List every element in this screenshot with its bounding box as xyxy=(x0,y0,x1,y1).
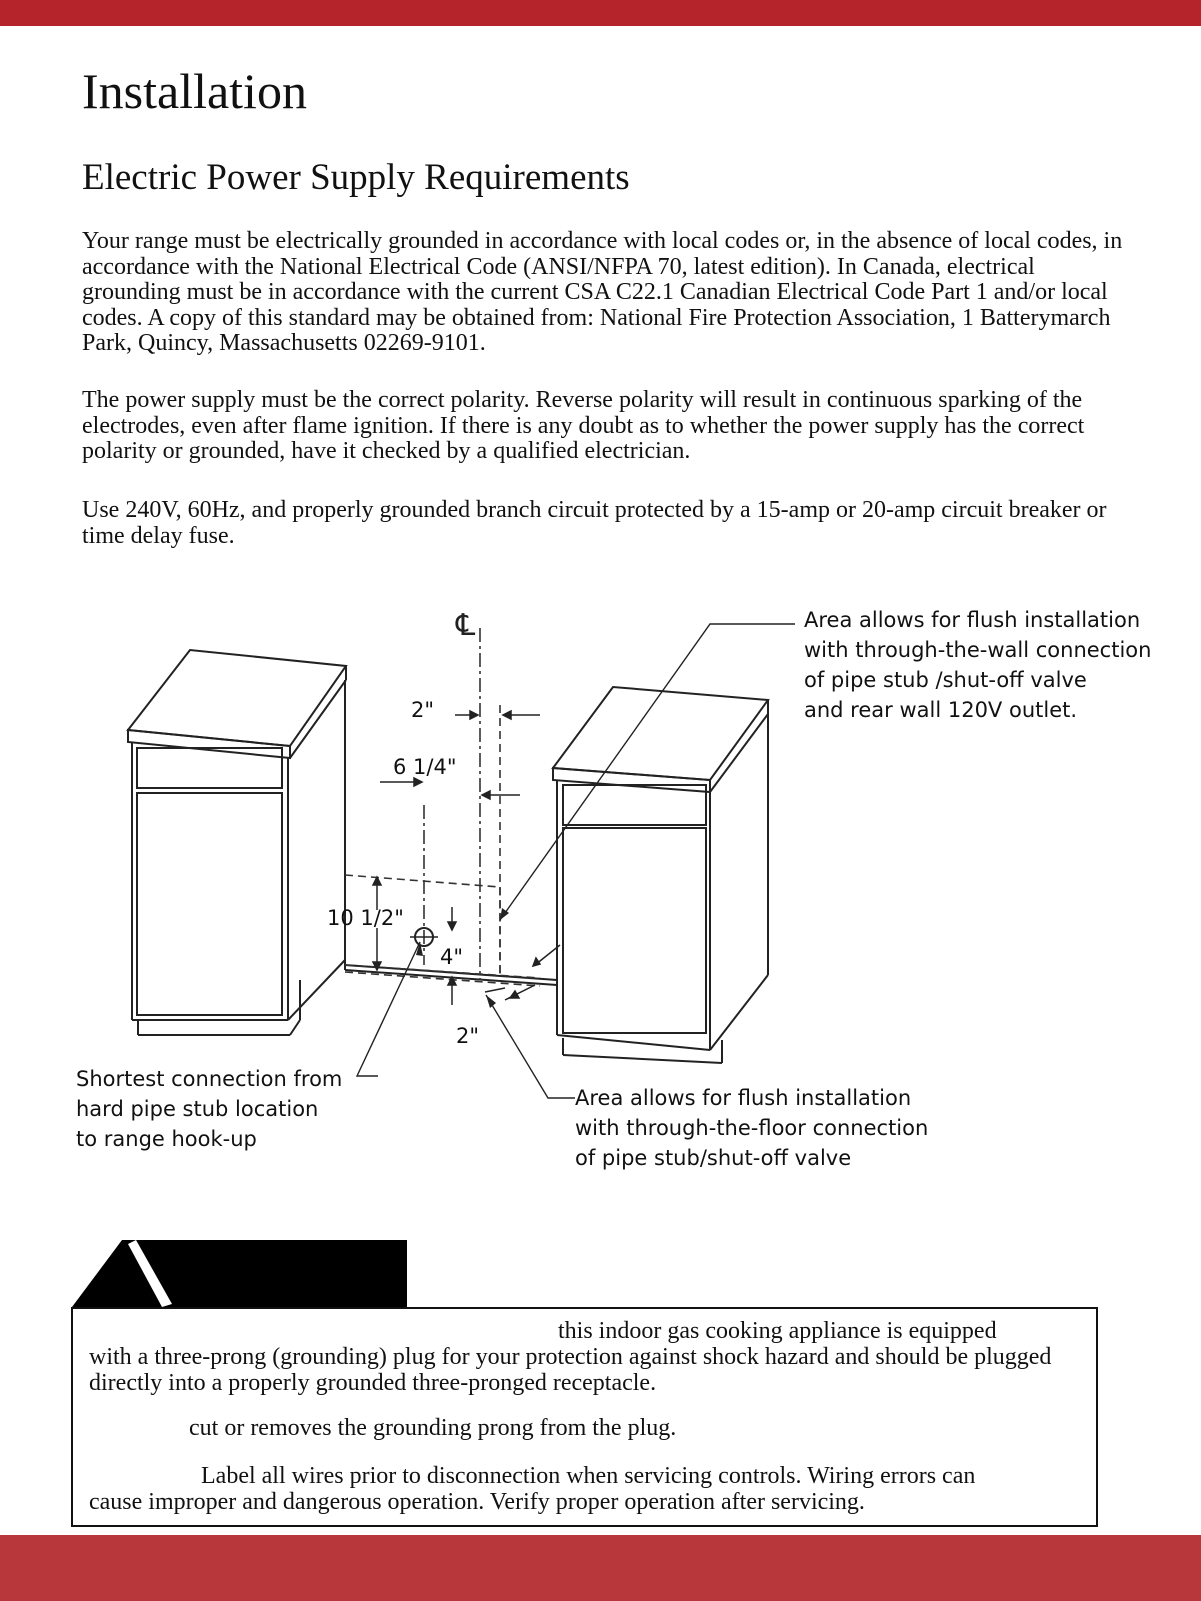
svg-text:of pipe stub/shut-off valve: of pipe stub/shut-off valve xyxy=(575,1146,852,1170)
svg-text:to range hook-up: to range hook-up xyxy=(76,1127,257,1151)
svg-text:Shortest connection from: Shortest connection from xyxy=(76,1067,343,1091)
warning-text-1b: with a three-prong (grounding) plug for your protection against shock hazard and should be plugged directly into a properly grounded three-pronged receptacle. xyxy=(89,1344,1052,1396)
right-cabinet-top-edge xyxy=(553,768,710,792)
dim-6-1-4in: 6 1/4" xyxy=(393,755,457,779)
svg-text:hard pipe stub location: hard pipe stub location xyxy=(76,1097,319,1121)
stub-callout xyxy=(76,1067,342,1151)
page-title: Installation xyxy=(82,63,307,119)
right-cabinet-top xyxy=(553,687,768,780)
warning-text-3a: Label all wires prior to disconnection when servicing controls. Wiring errors can xyxy=(201,1463,976,1489)
warning-box xyxy=(71,1307,1098,1527)
svg-text:and rear wall 120V outlet.: and rear wall 120V outlet. xyxy=(804,698,1078,722)
dim-2in-floor: 2" xyxy=(456,1024,480,1048)
top-accent-bar xyxy=(0,0,1201,26)
dim-2in-top: 2" xyxy=(411,698,435,722)
stub-callout-leader xyxy=(357,942,420,1076)
left-cabinet-top xyxy=(128,650,346,746)
warning-text-2: cut or removes the grounding prong from the plug. xyxy=(189,1415,677,1441)
left-cabinet-door xyxy=(137,793,282,1015)
polarity-paragraph: The power supply must be the correct polarity. Reverse polarity will result in continuous sparking of the electrodes, even after flame ignition. If there is any doubt as to whether the power supply has the correct polarity or grounded, have it checked by a qualified electrician. xyxy=(82,387,1085,464)
warning-tab xyxy=(72,1240,407,1307)
dim-10-1-2in: 10 1/2" xyxy=(327,906,404,930)
section-heading: Electric Power Supply Requirements xyxy=(82,157,630,198)
wall-callout-leader xyxy=(500,624,795,920)
left-cabinet-top-edge xyxy=(128,730,290,758)
warning-text-3b: cause improper and dangerous operation. Verify proper operation after servicing. xyxy=(89,1489,865,1515)
dim-4in: 4" xyxy=(440,945,464,969)
bottom-accent-bar xyxy=(0,1535,1201,1601)
circuit-paragraph: Use 240V, 60Hz, and properly grounded branch circuit protected by a 15-amp or 20-amp circuit breaker or time delay fuse. xyxy=(82,497,1107,549)
left-cabinet-drawer xyxy=(137,748,282,788)
floor-callout-leader xyxy=(486,995,575,1098)
svg-text:with through-the-wall connecti: with through-the-wall connection xyxy=(804,638,1152,662)
svg-text:Area allows for flush installa: Area allows for flush installation xyxy=(804,608,1141,632)
warning-text-1a: this indoor gas cooking appliance is equipped xyxy=(558,1318,997,1344)
grounding-paragraph: Your range must be electrically grounded in accordance with local codes or, in the absence of local codes, in accordance with the National Electrical Code (ANSI/NFPA 70, latest edition). In Canada, electrical grounding must be in accordance with the current CSA C22.1 Canadian Electrical Code Part 1 and/or local codes. A copy of this standard may be obtained from: National Fire Protection Association, 1 Batterymarch Park, Quincy, Massachusetts 02269-9101. xyxy=(82,228,1123,356)
svg-text:with through-the-floor connect: with through-the-floor connection xyxy=(575,1116,929,1140)
svg-text:of pipe stub /shut-off valve: of pipe stub /shut-off valve xyxy=(804,668,1087,692)
floor-callout xyxy=(575,1086,928,1170)
right-cabinet-door xyxy=(563,828,706,1033)
installation-diagram xyxy=(0,580,1201,1220)
centerline-symbol: ℄ xyxy=(456,608,476,643)
wall-callout xyxy=(804,608,1151,722)
svg-text:Area allows for flush installa: Area allows for flush installation xyxy=(575,1086,912,1110)
